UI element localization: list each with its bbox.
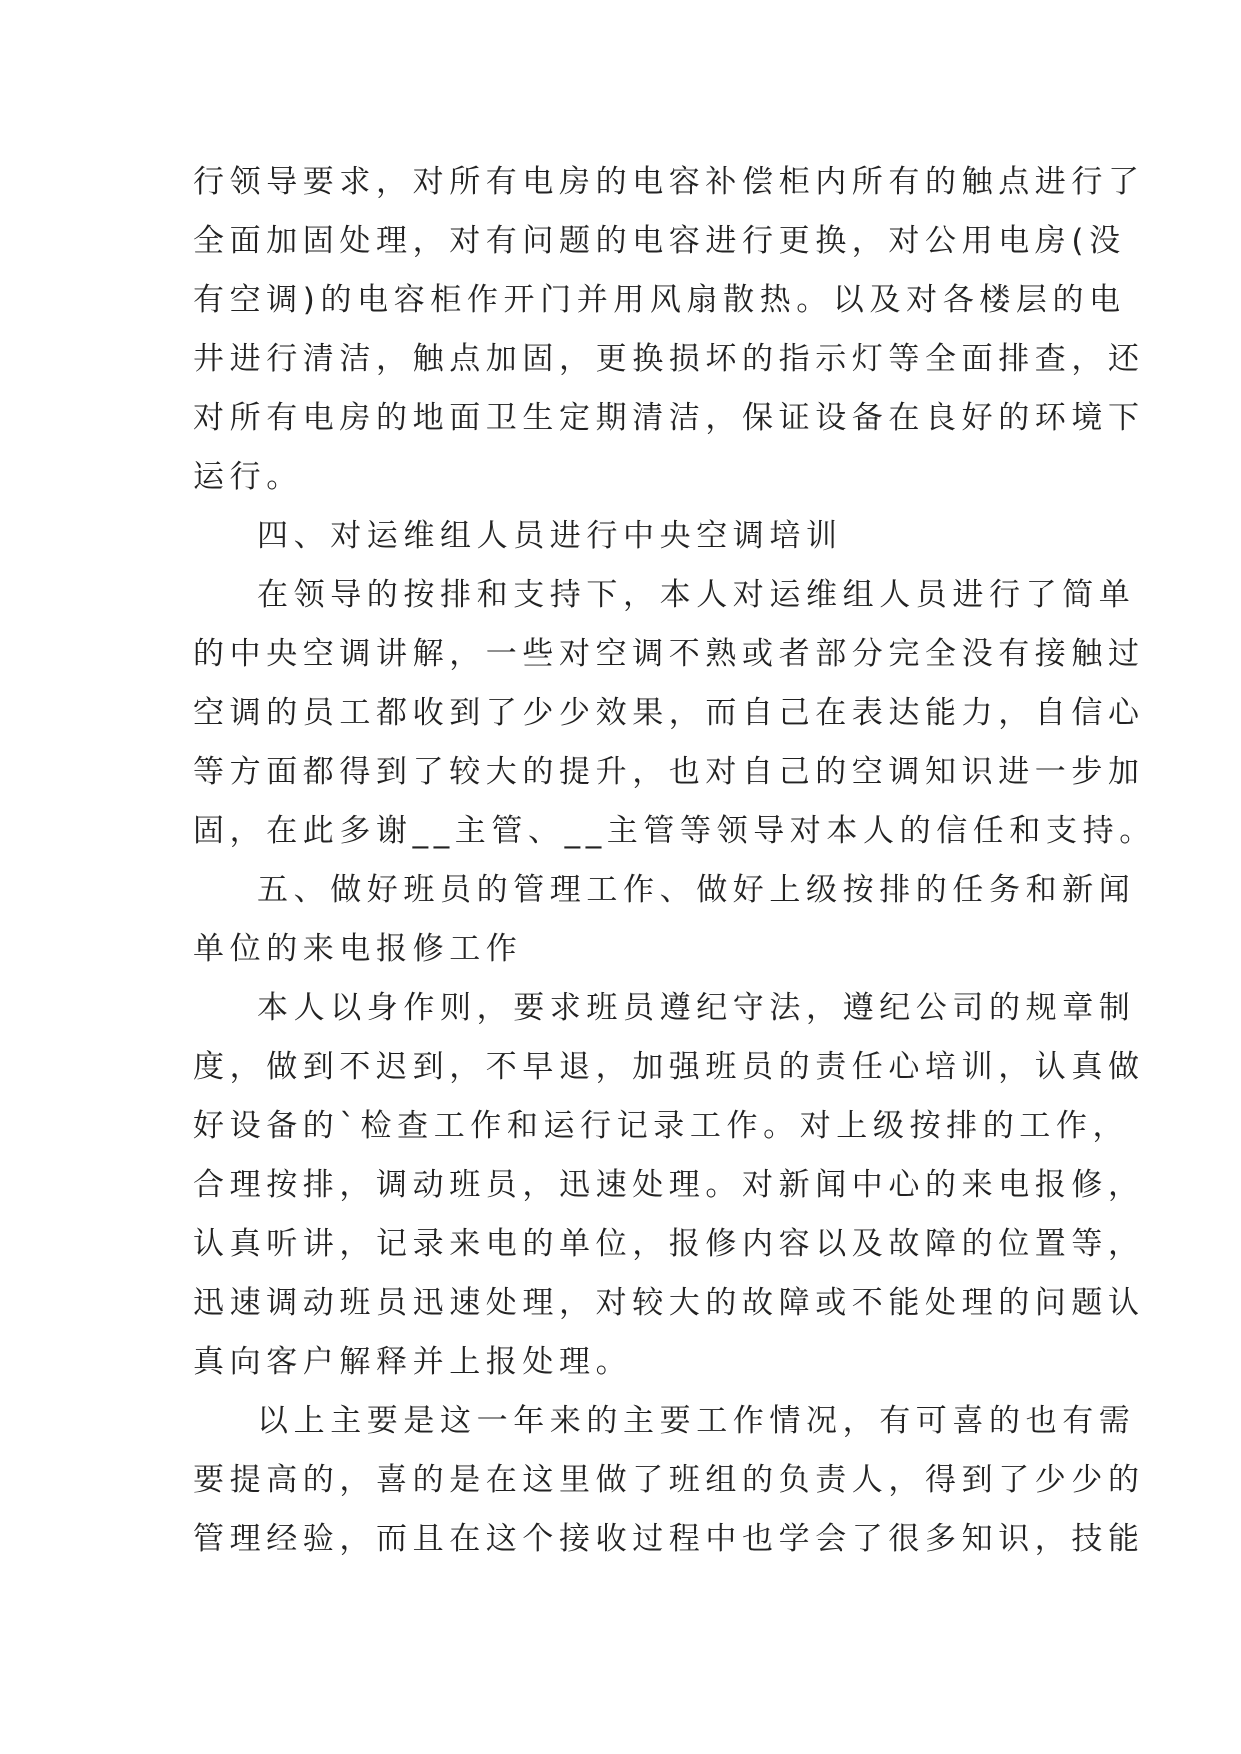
text-line: 对所有电房的地面卫生定期清洁，保证设备在良好的环境下 xyxy=(193,400,1145,436)
text-line: 本人以身作则，要求班员遵纪守法，遵纪公司的规章制 xyxy=(257,990,1136,1026)
text-line: 的中央空调讲解，一些对空调不熟或者部分完全没有接触过 xyxy=(193,636,1145,672)
text-line: 在领导的按排和支持下，本人对运维组人员进行了简单 xyxy=(257,577,1136,613)
text-line: 井进行清洁，触点加固，更换损坏的指示灯等全面排查，还 xyxy=(193,341,1145,377)
text-line: 合理按排，调动班员，迅速处理。对新闻中心的来电报修， xyxy=(193,1167,1145,1203)
text-line: 全面加固处理，对有问题的电容进行更换，对公用电房(没 xyxy=(193,223,1126,259)
text-line: 要提高的，喜的是在这里做了班组的负责人，得到了少少的 xyxy=(193,1462,1145,1498)
text-line: 固，在此多谢__主管、__主管等领导对本人的信任和支持。 xyxy=(193,813,1156,849)
text-line: 认真听讲，记录来电的单位，报修内容以及故障的位置等， xyxy=(193,1226,1145,1262)
text-line: 行领导要求，对所有电房的电容补偿柜内所有的触点进行了 xyxy=(193,164,1145,200)
text-line: 以上主要是这一年来的主要工作情况，有可喜的也有需 xyxy=(257,1403,1136,1439)
section-heading-continued: 单位的来电报修工作 xyxy=(193,931,523,967)
text-line: 空调的员工都收到了少少效果，而自己在表达能力，自信心 xyxy=(193,695,1145,731)
text-line: 迅速调动班员迅速处理，对较大的故障或不能处理的问题认 xyxy=(193,1285,1145,1321)
text-line: 运行。 xyxy=(193,459,303,495)
text-line: 度，做到不迟到，不早退，加强班员的责任心培训，认真做 xyxy=(193,1049,1145,1085)
text-line: 等方面都得到了较大的提升，也对自己的空调知识进一步加 xyxy=(193,754,1145,790)
text-line: 真向客户解释并上报处理。 xyxy=(193,1344,633,1380)
text-line: 有空调)的电容柜作开门并用风扇散热。以及对各楼层的电 xyxy=(193,282,1126,318)
text-line: 管理经验，而且在这个接收过程中也学会了很多知识，技能 xyxy=(193,1521,1145,1557)
section-heading: 五、做好班员的管理工作、做好上级按排的任务和新闻 xyxy=(257,872,1136,908)
text-line: 好设备的`检查工作和运行记录工作。对上级按排的工作， xyxy=(193,1108,1130,1144)
section-heading: 四、对运维组人员进行中央空调培训 xyxy=(257,518,843,554)
